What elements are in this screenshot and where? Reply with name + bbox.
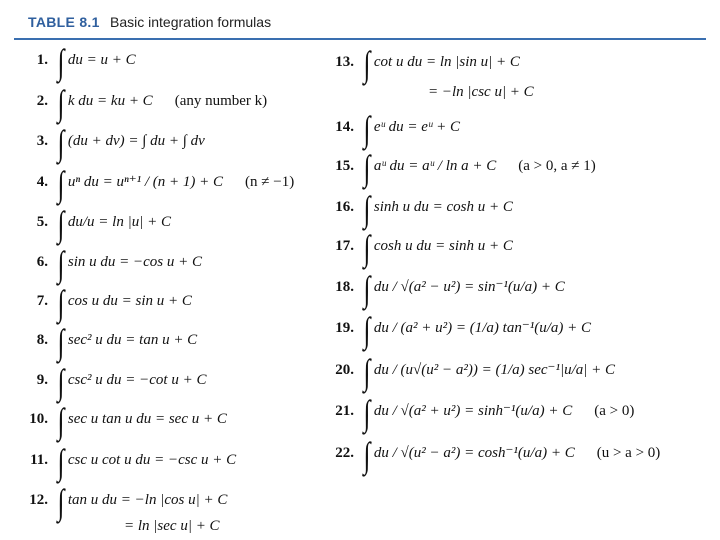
formula-13-cont: = −ln |csc u| + C [428, 84, 534, 100]
formula-1-text: du = u + C [67, 52, 136, 68]
table-label: TABLE 8.1 [28, 14, 100, 30]
table-caption: Basic integration formulas [110, 14, 272, 30]
formula-12-cont: = ln |sec u| + C [124, 518, 220, 534]
table-header [14, 8, 706, 40]
